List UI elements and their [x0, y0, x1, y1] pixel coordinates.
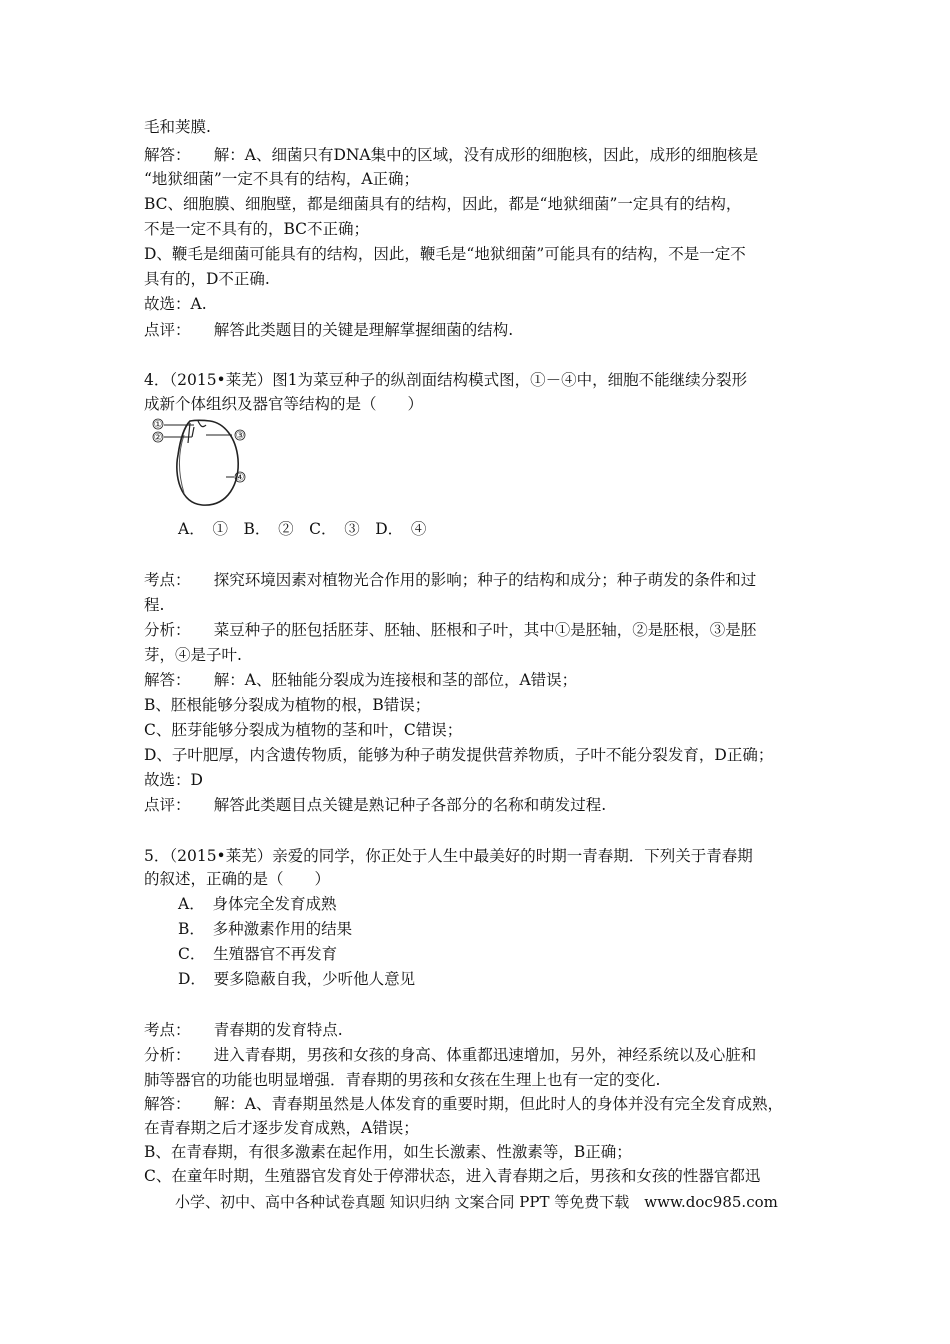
text-line: 分析： 菜豆种子的胚包括胚芽、胚轴、胚根和子叶，其中①是胚轴，②是胚根，③是胚 [144, 621, 757, 639]
text-line: 点评： 解答此类题目点关键是熟记种子各部分的名称和萌发过程. [144, 796, 607, 814]
label-3: ③ [235, 430, 245, 442]
text-line: 点评： 解答此类题目的关键是理解掌握细菌的结构. [144, 321, 514, 339]
text-line: 故选：D [144, 771, 203, 789]
text-line: 解答： 解：A、胚轴能分裂成为连接根和茎的部位，A错误； [144, 671, 578, 689]
page-footer: 小学、初中、高中各种试卷真题 知识归纳 文案合同 PPT 等免费下载 www.doc985.com [175, 1193, 778, 1211]
question-5-option-b: B． 多种激素作用的结果 [178, 920, 353, 938]
text-line: 芽，④是子叶. [144, 646, 242, 664]
text-line: 不是一定不具有的，BC不正确； [144, 220, 370, 238]
label-2: ② [153, 432, 163, 444]
label-1: ① [153, 419, 163, 431]
text-line: B、在青春期，有很多激素在起作用，如生长激素、性激素等，B正确； [144, 1143, 632, 1161]
question-5-option-a: A． 身体完全发育成熟 [178, 895, 337, 913]
text-line: B、胚根能够分裂成为植物的根，B错误； [144, 696, 431, 714]
question-5-stem: 5．（2015•莱芜）亲爱的同学，你正处于人生中最美好的时期一青春期．下列关于青春期 [144, 847, 753, 865]
question-5-option-c: C． 生殖器官不再发育 [178, 945, 338, 963]
text-line: 考点： 青春期的发育特点. [144, 1021, 343, 1039]
bean-seed-diagram [148, 413, 258, 513]
text-line: “地狱细菌”一定不具有的结构，A正确； [144, 170, 420, 188]
question-5-stem: 的叙述，正确的是（ ） [144, 870, 331, 888]
text-line: 在青春期之后才逐步发育成熟，A错误； [144, 1119, 419, 1137]
text-line: 解答： 解：A、细菌只有DNA集中的区域，没有成形的细胞核，因此，成形的细胞核是 [144, 146, 759, 164]
text-line: 肺等器官的功能也明显增强．青春期的男孩和女孩在生理上也有一定的变化. [144, 1071, 661, 1089]
text-line: D、子叶肥厚，内含遗传物质，能够为种子萌发提供营养物质，子叶不能分裂发育，D正确； [144, 746, 774, 764]
text-line: C、在童年时期，生殖器官发育处于停滞状态，进入青春期之后，男孩和女孩的性器官都迅 [144, 1167, 761, 1185]
question-5-option-d: D． 要多隐蔽自我，少听他人意见 [178, 970, 416, 988]
label-4: ④ [235, 472, 245, 484]
text-line: 具有的，D不正确. [144, 270, 270, 288]
text-line: 故选：A. [144, 295, 207, 313]
text-line: D、鞭毛是细菌可能具有的结构，因此，鞭毛是“地狱细菌”可能具有的结构，不是一定不 [144, 245, 746, 263]
text-line: 解答： 解：A、青春期虽然是人体发育的重要时期，但此时人的身体并没有完全发育成熟， [144, 1095, 783, 1113]
question-4-stem: 成新个体组织及器官等结构的是（ ） [144, 395, 424, 413]
text-line: BC、细胞膜、细胞壁，都是细菌具有的结构，因此，都是“地狱细菌”一定具有的结构， [144, 195, 742, 213]
text-line: 考点： 探究环境因素对植物光合作用的影响；种子的结构和成分；种子萌发的条件和过 [144, 571, 757, 589]
text-line: 毛和荚膜. [144, 118, 211, 136]
text-line: C、胚芽能够分裂成为植物的茎和叶，C错误； [144, 721, 463, 739]
text-line: 分析： 进入青春期，男孩和女孩的身高、体重都迅速增加，另外，神经系统以及心脏和 [144, 1046, 757, 1064]
question-4-stem: 4．（2015•莱芜）图1为菜豆种子的纵剖面结构模式图，①－④中，细胞不能继续分裂形 [144, 371, 748, 389]
question-4-options: A． ① B． ② C． ③ D． ④ [178, 520, 427, 538]
text-line: 程. [144, 596, 165, 614]
